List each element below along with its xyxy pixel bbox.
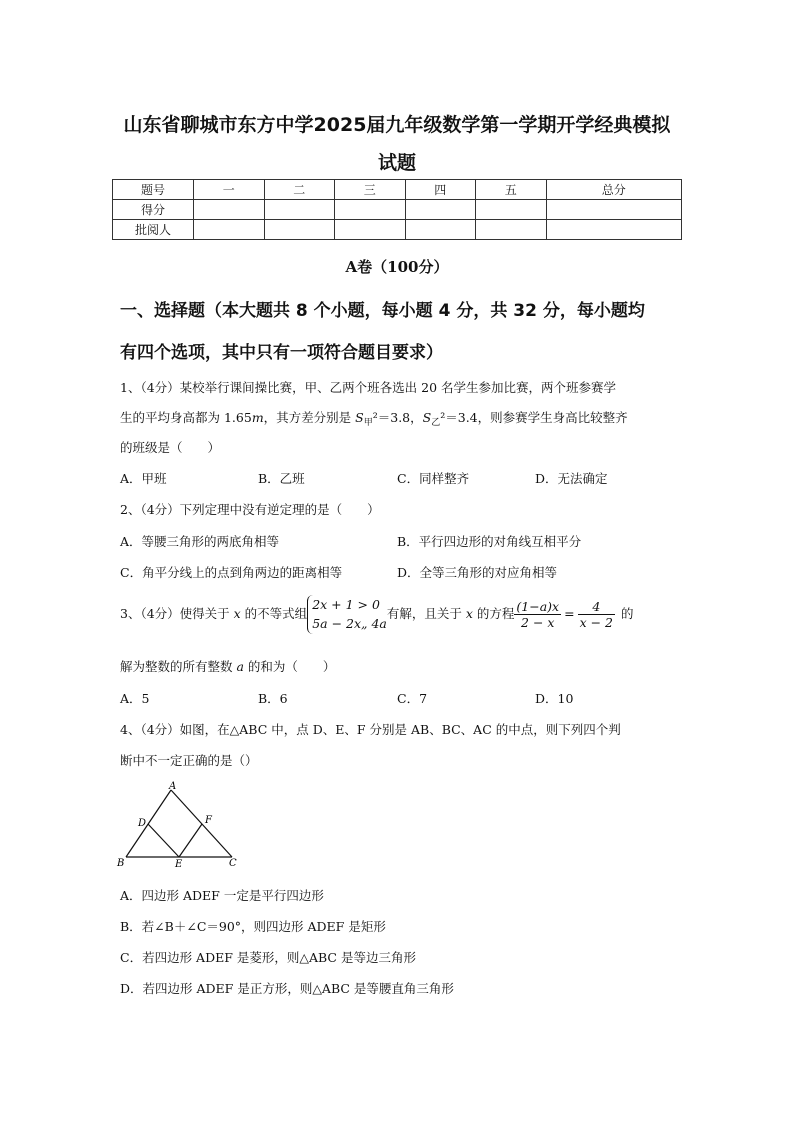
score-entry-cell[interactable] (546, 220, 682, 240)
q4-option-c[interactable]: C．若四边形 ADEF 是菱形，则△ABC 是等边三角形 (120, 950, 416, 965)
score-entry-cell[interactable] (546, 200, 682, 220)
text: 的不等式组 (240, 605, 308, 621)
variance-symbol: S (422, 410, 432, 425)
text: 有解，且关于 (386, 605, 466, 621)
point-label-f: F (205, 815, 212, 826)
q4-stem-line-2: 断中不一定正确的是（） (120, 753, 258, 768)
q1-option-b[interactable]: B．乙班 (258, 471, 305, 486)
table-cell: 二 (264, 180, 335, 200)
text: ²＝3.4，则参赛学生身高比较整齐 (440, 410, 628, 425)
score-table (112, 179, 682, 240)
denominator: 2 − x (521, 614, 555, 630)
variable: x (465, 605, 473, 621)
q1-option-a[interactable]: A．甲班 (120, 471, 167, 486)
q4-stem-line-1: 4、（4分）如图，在△ABC 中，点 D、E、F 分别是 AB、BC、AC 的中点，则下列四个判 (120, 722, 621, 737)
score-entry-cell[interactable] (405, 220, 476, 240)
score-entry-cell[interactable] (264, 200, 335, 220)
q2-option-b[interactable]: B．平行四边形的对角线互相平分 (397, 534, 582, 549)
q3-stem-line-1 (120, 595, 634, 634)
part1-heading-line-1: 一、选择题（本大题共 8 个小题，每小题 4 分，共 32 分，每小题均 (120, 301, 645, 321)
score-table-row (113, 200, 682, 220)
q3-option-a[interactable]: A．5 (120, 691, 150, 706)
q2-option-c[interactable]: C．角平分线上的点到角两边的距离相等 (120, 565, 343, 580)
q3-option-b[interactable]: B．6 (258, 691, 288, 706)
text: 的和为（ ） (243, 659, 336, 674)
text: 3、（4分）使得关于 (120, 605, 234, 621)
score-entry-cell[interactable] (476, 200, 547, 220)
text: 生的平均身高都为 1.65 (120, 410, 252, 425)
inequality-system (307, 595, 387, 634)
fraction (578, 599, 615, 630)
q1-stem-line-3: 的班级是（ ） (120, 440, 221, 455)
text: ，其方差分别是 (263, 410, 356, 425)
segment-de (148, 824, 179, 857)
table-cell: 一 (194, 180, 265, 200)
numerator: 4 (578, 599, 615, 615)
variance-symbol: S (355, 410, 364, 425)
q1-option-d[interactable]: D．无法确定 (535, 471, 608, 486)
document-title-line-1: 山东省聊城市东方中学2025届九年级数学第一学期开学经典模拟 (123, 114, 671, 136)
q4-option-b[interactable]: B．若∠B＋∠C＝90°，则四边形 ADEF 是矩形 (120, 919, 386, 934)
point-label-c: C (229, 858, 237, 868)
point-label-a: A (169, 781, 177, 792)
score-entry-cell[interactable] (335, 200, 406, 220)
text: 的 (621, 605, 634, 621)
point-label-b: B (117, 858, 125, 868)
denominator: x − 2 (579, 614, 614, 630)
variable: x (233, 605, 241, 621)
document-title-line-2: 试题 (377, 152, 416, 174)
q2-stem: 2、（4分）下列定理中没有逆定理的是（ ） (120, 502, 380, 517)
score-table-header-row (113, 180, 682, 200)
score-entry-cell[interactable] (476, 220, 547, 240)
q1-option-c[interactable]: C．同样整齐 (397, 471, 470, 486)
q1-stem-line-1: 1、（4分）某校举行课间操比赛，甲、乙两个班各选出 20 名学生参加比赛，两个班参赛学 (120, 380, 617, 395)
q3-option-d[interactable]: D．10 (535, 691, 574, 706)
q2-option-a[interactable]: A．等腰三角形的两底角相等 (120, 534, 280, 549)
segment-ef (179, 824, 202, 857)
point-label-d: D (138, 818, 147, 829)
triangle-figure (114, 780, 244, 868)
side-ab (126, 790, 171, 857)
score-entry-cell[interactable] (194, 200, 265, 220)
score-entry-cell[interactable] (335, 220, 406, 240)
table-cell: 三 (335, 180, 406, 200)
inequality: 2x + 1 > 0 (312, 597, 380, 612)
text: 的方程 (472, 605, 515, 621)
text: ²＝3.8， (372, 410, 423, 425)
equals-sign: = (564, 605, 575, 621)
q4-option-d[interactable]: D．若四边形 ADEF 是正方形，则△ABC 是等腰直角三角形 (120, 981, 454, 996)
numerator: (1−a)x (516, 598, 560, 614)
table-cell: 五 (476, 180, 547, 200)
q3-stem-line-2 (120, 657, 335, 675)
q4-option-a[interactable]: A．四边形 ADEF 一定是平行四边形 (120, 888, 324, 903)
section-a-heading: A卷（100分） (345, 258, 449, 276)
score-entry-cell[interactable] (264, 220, 335, 240)
score-table-row (113, 220, 682, 240)
table-cell: 得分 (113, 200, 194, 220)
q2-option-d[interactable]: D．全等三角形的对应角相等 (397, 565, 558, 580)
variable: a (236, 659, 244, 674)
subscript: 甲 (363, 418, 373, 428)
score-entry-cell[interactable] (405, 200, 476, 220)
score-entry-cell[interactable] (194, 220, 265, 240)
table-cell: 四 (405, 180, 476, 200)
inequality: 5a − 2x„ 4a (312, 616, 387, 632)
subscript: 乙 (431, 418, 441, 428)
text: m (251, 410, 264, 425)
text: 解为整数的所有整数 (120, 659, 237, 674)
table-cell: 总分 (546, 180, 682, 200)
side-ac (171, 790, 232, 857)
point-label-e: E (175, 859, 183, 868)
table-cell: 题号 (113, 180, 194, 200)
table-cell: 批阅人 (113, 220, 194, 240)
q1-stem-line-2 (120, 408, 628, 428)
q3-option-c[interactable]: C．7 (397, 691, 428, 706)
part1-heading-line-2: 有四个选项，其中只有一项符合题目要求） (120, 343, 443, 363)
fraction (514, 599, 561, 630)
